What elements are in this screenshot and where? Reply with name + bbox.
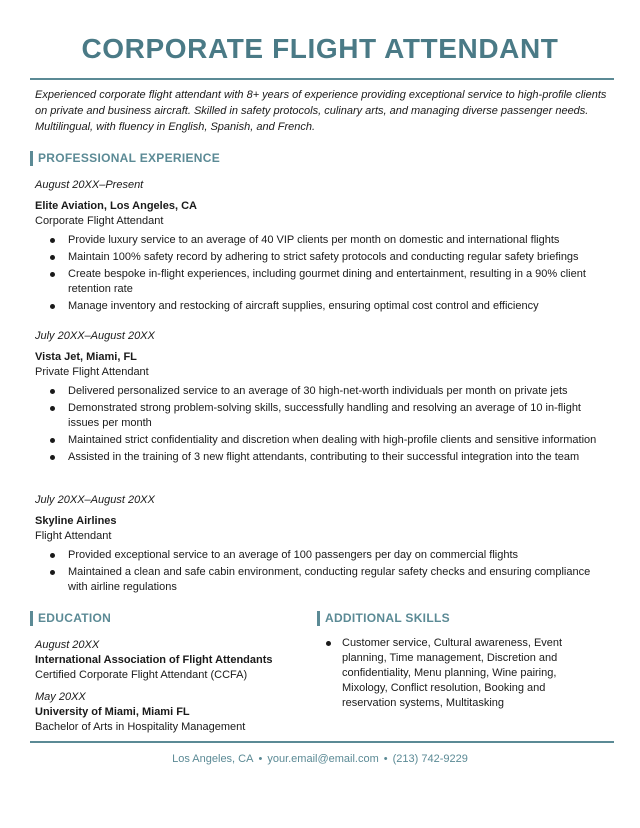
bullet-item: Demonstrated strong problem-solving skills, successfully handling and resolving an average of 10 in-flight issues per month: [35, 401, 603, 431]
education-entry: [35, 690, 305, 735]
job-bullets: [35, 384, 615, 465]
bullet-item: Maintain 100% safety record by adhering to strict safety protocols and conducting regular safety briefings: [35, 250, 603, 265]
bullet-item: Delivered personalized service to an average of 30 high-net-worth individuals per month on private jets: [35, 384, 603, 399]
education-school: University of Miami, Miami FL: [35, 706, 190, 718]
experience-entry: [35, 178, 615, 316]
education-degree: Certified Corporate Flight Attendant (CCFA): [35, 669, 248, 681]
bullet-item: Maintained a clean and safe cabin environment, conducting regular safety checks and ensuring compliance with airline regulations: [35, 565, 603, 595]
bullet-item: Provided exceptional service to an average of 100 passengers per day on commercial flights: [35, 548, 603, 563]
skills-bullets: [325, 636, 595, 711]
summary-paragraph: Experienced corporate flight attendant with 8+ years of experience providing exceptional service to high-profile clients on private and business aircraft. Skilled in safety protocols, culinary arts, and managing diverse passenger needs. Multilingual, with fluency in English, Spanish, and French.: [35, 89, 607, 133]
section-title-education: EDUCATION: [38, 611, 112, 625]
bullet-item: Maintained strict confidentiality and discretion when dealing with high-profile clients and sensitive information: [35, 433, 603, 448]
bullet-item: Create bespoke in-flight experiences, including gourmet dining and entertainment, resulting in a 90% client retention rate: [35, 267, 603, 297]
section-title-experience: PROFESSIONAL EXPERIENCE: [38, 151, 221, 165]
job-bullets: [35, 233, 615, 314]
job-bullets: [35, 548, 615, 595]
job-dates: July 20XX–August 20XX: [35, 494, 155, 506]
skills-list-item: Customer service, Cultural awareness, Event planning, Time management, Discretion and confidentiality, Menu planning, Wine pairing, Mixology, Conflict resolution, Booking and reservation systems, Multitasking: [325, 636, 582, 711]
bullet-item: Manage inventory and restocking of aircraft supplies, ensuring optimal cost control and efficiency: [35, 299, 603, 314]
education-degree: Bachelor of Arts in Hospitality Management: [35, 721, 246, 733]
section-accent-bar: [30, 611, 33, 626]
section-heading-skills: [317, 610, 450, 626]
contact-separator: •: [258, 753, 263, 765]
header-divider: [30, 78, 614, 80]
contact-location: Los Angeles, CA: [172, 753, 254, 765]
job-company: Elite Aviation, Los Angeles, CA: [35, 200, 197, 212]
job-dates: August 20XX–Present: [35, 179, 144, 191]
contact-separator: •: [383, 753, 388, 765]
education-entry: [35, 638, 305, 683]
bullet-item: Provide luxury service to an average of 40 VIP clients per month on domestic and international flights: [35, 233, 603, 248]
contact-email-link[interactable]: your.email@email.com: [267, 753, 379, 765]
experience-entry: [35, 329, 615, 467]
section-accent-bar: [30, 151, 33, 166]
resume-title: CORPORATE FLIGHT ATTENDANT: [81, 33, 559, 64]
job-role: Corporate Flight Attendant: [35, 215, 164, 227]
skills-block: [325, 636, 595, 713]
job-role: Private Flight Attendant: [35, 366, 149, 378]
job-dates: July 20XX–August 20XX: [35, 330, 155, 342]
section-heading-education: [30, 610, 111, 626]
job-company: Skyline Airlines: [35, 515, 117, 527]
education-dates: August 20XX: [35, 639, 100, 651]
job-role: Flight Attendant: [35, 530, 112, 542]
section-accent-bar: [317, 611, 320, 626]
section-title-skills: ADDITIONAL SKILLS: [325, 611, 450, 625]
contact-phone: (213) 742-9229: [392, 753, 468, 765]
footer-divider: [30, 741, 614, 743]
section-heading-experience: [30, 150, 220, 166]
experience-entry: [35, 493, 615, 597]
education-dates: May 20XX: [35, 691, 86, 703]
contact-footer: [0, 752, 640, 766]
bullet-item: Assisted in the training of 3 new flight attendants, contributing to their successful integration into the team: [35, 450, 603, 465]
job-company: Vista Jet, Miami, FL: [35, 351, 137, 363]
education-school: International Association of Flight Attendants: [35, 654, 273, 666]
